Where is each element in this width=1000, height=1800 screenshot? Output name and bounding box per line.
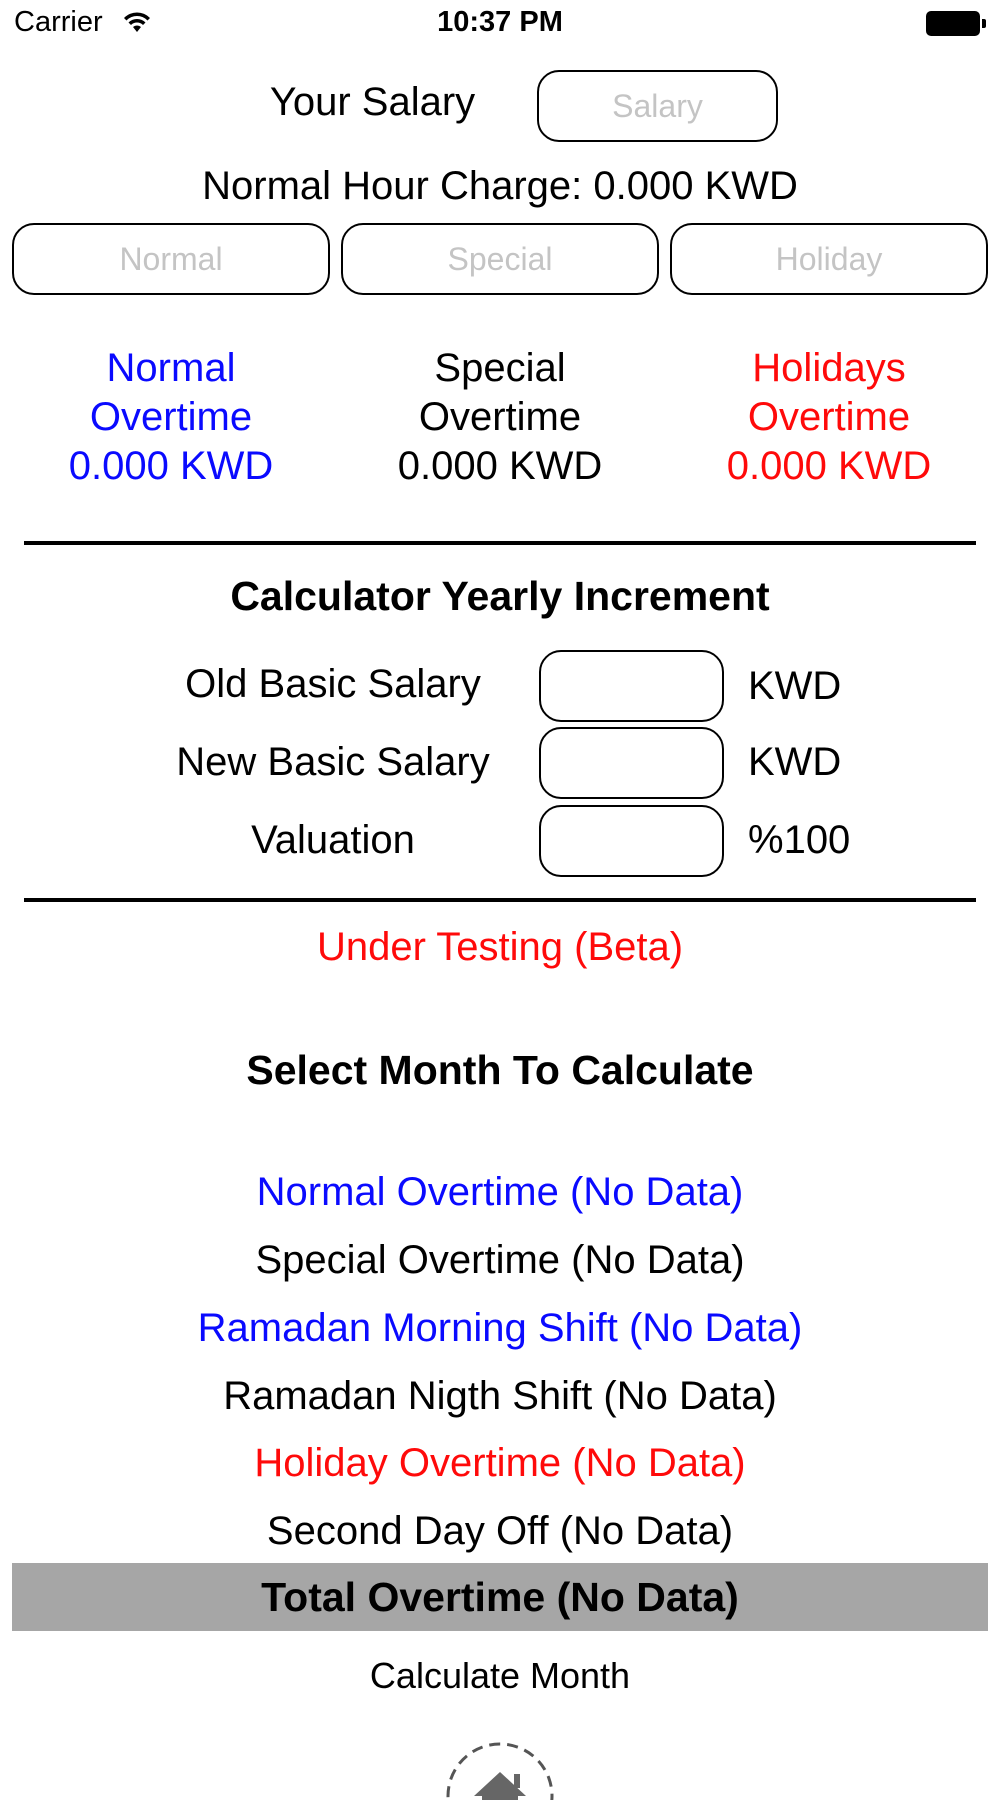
status-time: 10:37 PM — [437, 6, 563, 38]
month-holiday-overtime: Holiday Overtime (No Data) — [254, 1441, 746, 1485]
salary-label: Your Salary — [269, 80, 476, 124]
divider-bottom — [24, 898, 976, 902]
increment-title: Calculator Yearly Increment — [230, 573, 770, 619]
month-ramadan-morning-shift: Ramadan Morning Shift (No Data) — [197, 1306, 803, 1350]
total-overtime-text: Total Overtime (No Data) — [261, 1574, 739, 1620]
beta-notice: Under Testing (Beta) — [316, 925, 684, 969]
normal-overtime-summary — [12, 344, 330, 491]
month-ramadan-night-shift: Ramadan Nigth Shift (No Data) — [223, 1374, 777, 1418]
old-basic-salary-unit: KWD — [748, 664, 842, 708]
valuation-input[interactable] — [539, 805, 724, 877]
month-title: Select Month To Calculate — [246, 1047, 754, 1093]
old-basic-salary-label: Old Basic Salary — [185, 662, 481, 706]
holiday-hours-input[interactable] — [670, 223, 988, 295]
special-overtime-line1: Special — [434, 346, 566, 390]
valuation-label: Valuation — [251, 818, 415, 862]
normal-overtime-line2: Overtime — [89, 395, 253, 439]
old-basic-salary-input[interactable] — [539, 650, 724, 722]
normal-hour-charge: Normal Hour Charge: 0.000 KWD — [202, 164, 798, 208]
status-carrier: Carrier — [14, 6, 103, 38]
normal-overtime-line1: Normal — [106, 346, 236, 390]
calculate-month-button[interactable]: Calculate Month — [300, 1646, 700, 1706]
special-overtime-summary — [341, 344, 659, 491]
divider-top — [24, 541, 976, 545]
battery-icon — [926, 11, 988, 36]
holidays-overtime-line2: Overtime — [747, 395, 911, 439]
new-basic-salary-input[interactable] — [539, 727, 724, 799]
special-overtime-amount: 0.000 KWD — [397, 444, 603, 488]
valuation-unit: %100 — [748, 818, 851, 862]
holidays-overtime-amount: 0.000 KWD — [726, 444, 932, 488]
month-special-overtime: Special Overtime (No Data) — [255, 1238, 745, 1282]
month-normal-overtime: Normal Overtime (No Data) — [256, 1170, 744, 1214]
new-basic-salary-unit: KWD — [748, 740, 842, 784]
new-basic-salary-label: New Basic Salary — [176, 740, 490, 784]
normal-hours-input[interactable] — [12, 223, 330, 295]
holidays-overtime-line1: Holidays — [752, 346, 906, 390]
total-overtime-bar — [12, 1563, 988, 1631]
home-icon[interactable] — [444, 1740, 556, 1800]
special-hours-input[interactable] — [341, 223, 659, 295]
salary-input[interactable] — [537, 70, 778, 142]
special-overtime-line2: Overtime — [418, 395, 582, 439]
holidays-overtime-summary — [670, 344, 988, 491]
month-second-day-off: Second Day Off (No Data) — [266, 1509, 734, 1553]
normal-overtime-amount: 0.000 KWD — [68, 444, 274, 488]
